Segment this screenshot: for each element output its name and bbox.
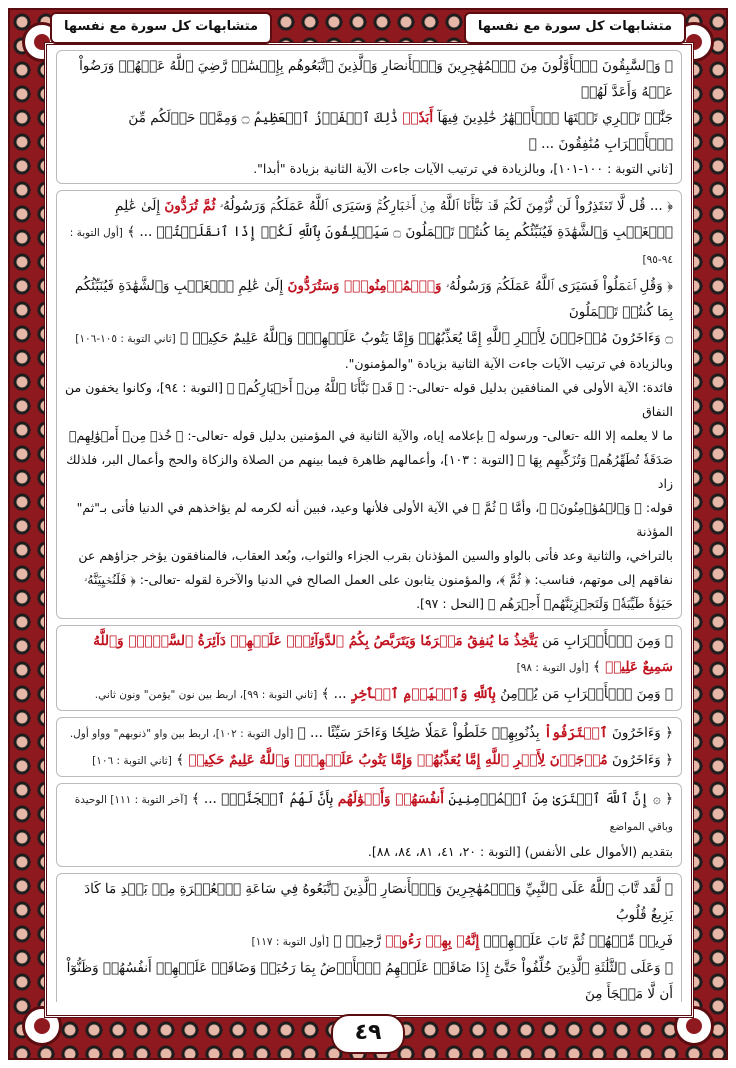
commentary-line: [65, 568, 673, 592]
commentary-line: [65, 496, 673, 544]
verse-line: [65, 786, 673, 840]
line-text: صَدَقَةٗ تُطَهِّرُهُمۡ وَتُزَكِّيهِم بِهَا ﴾ [التوبة : ١٠٣]، وأعمالهم ظاهرة فيما بينهم من الصلاة والزكاة والحج وأعمال البر، فلذلك زاد: [66, 452, 673, 491]
line-text-continued: ﴾: [176, 752, 185, 768]
line-text: ﴿ وَمِنَ ٱلۡأَعۡرَابِ مَن يُؤۡمِنُ: [500, 686, 673, 702]
verse-reference: [ثاني التوبة : ١٠٥-١٠٦]: [75, 333, 176, 345]
line-text: [ثاني التوبة : ١٠٠-١٠١]، وبالزيادة في ترتيب الآيات جاءت الآية الثانية بزيادة "أبدا".: [253, 161, 673, 176]
verse-line: [65, 681, 673, 708]
line-text-continued: بِذُنُوبِهِمۡ خَلَطُواْ عَمَلٗا صَٰلِحٗا وَءَاخَرَ سَيِّئًا ... ﴾: [297, 725, 540, 741]
line-text: ﴿ وَءَاخَرُونَ: [611, 725, 673, 741]
highlighted-phrase: أَنفُسَهُمۡ وَأَمۡوَٰلَهُم: [337, 791, 445, 807]
line-text: ۝ وَءَاخَرُونَ مُرۡجَوۡنَ لِأَمۡرِ ٱللَّهِ إِمَّا يُعَذِّبُهُمۡ وَإِمَّا يَتُوبُ عَلَيۡهِمۡۗ وَٱللَّهُ عَلِيمٌ حَكِيمٞ ﴾: [180, 330, 673, 346]
line-text: ﴿ وَءَاخَرُونَ: [611, 752, 673, 768]
verse-reference: [أول التوبة : ٩٨]: [516, 662, 589, 674]
line-text: جَنَّٰتٖ تَجۡرِي تَحۡتَهَا ٱلۡأَنۡهَٰرُ خَٰلِدِينَ فِيهَآ: [437, 110, 673, 126]
header-title-left: متشابهات كل سورة مع نفسها: [50, 12, 272, 44]
verse-line: [65, 273, 673, 325]
page-number: ٤٩: [331, 1014, 405, 1054]
line-text-continued: بِأَنَّ لَهُمُ ٱلۡجَنَّةَۚ ... ﴾: [191, 791, 334, 807]
highlighted-phrase: ثُمَّ تُرَدُّونَ: [164, 198, 216, 214]
commentary-line: [65, 448, 673, 496]
line-text: حَيَوٰةٗ طَيِّبَةٗۖ وَلَنَجۡزِيَنَّهُمۡ أَجۡرَهُم ﴾ [النحل : ٩٧].: [416, 596, 673, 611]
commentary-line: [65, 157, 673, 181]
commentary-line: [65, 376, 673, 424]
commentary-line: [65, 840, 673, 864]
verse-line: [65, 876, 673, 928]
line-text: ٱلۡغَيۡبِ وَٱلشَّهَٰدَةِ فَيُنَبِّئُكُم بِمَا كُنتُمۡ تَعۡمَلُونَ ۝ سَيَحۡلِفُونَ بِٱللَّهِ لَكُمۡ إِذَا ٱنقَلَبۡتُمۡ ... ﴾: [127, 224, 673, 240]
section-6: [56, 873, 682, 1002]
line-text: ﴿ لَّقَد تَّابَ ٱللَّهُ عَلَى ٱلنَّبِيِّ وَٱلۡمُهَٰجِرِينَ وَٱلۡأَنصَارِ ٱلَّذِينَ ٱتَّبَعُوهُ فِي سَاعَةِ ٱلۡعُسۡرَةِ مِنۢ بَعۡدِ مَا كَادَ يَزِيغُ قُلُوبُ: [84, 881, 673, 923]
line-text: ﴿ وَعَلَى ٱلثَّلَٰثَةِ ٱلَّذِينَ خُلِّفُواْ حَتَّىٰٓ إِذَا ضَاقَتۡ عَلَيۡهِمُ ٱلۡأَرۡضُ بِمَا رَحُبَتۡ وَضَاقَتۡ عَلَيۡهِمۡ أَنفُسُهُمۡ وَظَنُّوٓاْ أَن لَّا مَلۡجَأَ مِنَ: [66, 960, 673, 1002]
verse-line: [65, 105, 673, 157]
line-text: فائدة: الآية الأولى في المنافقين بدليل قوله -تعالى-: ﴿ قَدۡ نَبَّأَنَا ٱللَّهُ مِنۡ أَخۡبَارِكُمۡ ﴾ [التوبة : ٩٤]، وكانوا يخفون من النفاق: [65, 380, 673, 419]
line-text-continued: إِلَىٰ عَٰلِمِ: [115, 198, 161, 214]
header-title-right: متشابهات كل سورة مع نفسها: [464, 12, 686, 44]
verse-line: [65, 193, 673, 219]
line-text: ﴿ ... قُل لَّا تَعۡتَذِرُواْ لَن نُّؤۡمِنَ لَكُمۡ قَدۡ نَبَّأَنَا ٱللَّهُ مِنۡ أَخۡبَارِكُمۡۚ وَسَيَرَى ٱللَّهُ عَمَلَكُمۡ وَرَسُولُهُۥ: [219, 198, 673, 214]
verse-reference: [آخر التوبة : ١١١] الوحيدة وباقي المواضع: [74, 794, 673, 833]
verse-reference: [أول التوبة : ١١٧]: [251, 936, 330, 948]
line-text: فَرِيقٖ مِّنۡهُمۡ ثُمَّ تَابَ عَلَيۡهِمۡۚ: [483, 933, 673, 949]
highlighted-phrase: وَٱلۡمُؤۡمِنُونَۖ وَسَتُرَدُّونَ: [287, 278, 442, 294]
highlighted-phrase: بِٱللَّهِ وَٱلۡيَوۡمِ ٱلۡأٓخِرِ: [350, 686, 496, 702]
highlighted-phrase: ٱعۡتَرَفُواْ: [543, 725, 608, 741]
section-1: [56, 50, 682, 184]
section-2: [56, 190, 682, 619]
verse-line: [65, 928, 673, 955]
verse-reference: [ثاني التوبة : ٩٩]، اربط بين نون "يؤمن" ونون ثاني.: [94, 689, 318, 701]
verse-line: [65, 53, 673, 105]
verse-line: [65, 628, 673, 681]
line-text-continued: ﴾: [592, 659, 601, 675]
verse-line: [65, 219, 673, 273]
verse-reference: [أول التوبة : ١٠٢]، اربط بين واو "ذنوبهم" وواو أول.: [69, 728, 294, 740]
line-text-continued: إِلَىٰ عَٰلِمِ ٱلۡغَيۡبِ وَٱلشَّهَٰدَةِ فَيُنَبِّئُكُم بِمَا كُنتُمۡ تَعۡمَلُونَ: [74, 278, 673, 320]
line-text: ﴿ وَٱلسَّٰبِقُونَ ٱلۡأَوَّلُونَ مِنَ ٱلۡمُهَٰجِرِينَ وَٱلۡأَنصَارِ وَٱلَّذِينَ ٱتَّبَعُوهُم بِإِحۡسَٰنٖ رَّضِيَ ٱللَّهُ عَنۡهُمۡ وَرَضُواْ عَنۡهُ وَأَعَدَّ لَهُمۡ: [79, 58, 673, 100]
line-text: ما لا يعلمه إلا الله -تعالى- ورسوله ﷺ بإعلامه إياه، والآية الثانية في المؤمنين بدليل قوله -تعالى-: ﴿ خُذۡ مِنۡ أَمۡوَٰلِهِمۡ: [68, 428, 673, 443]
commentary-line: [65, 544, 673, 568]
verse-line: [65, 747, 673, 774]
verse-line: [65, 955, 673, 1002]
line-text: نفاقهم إلى موتهم، فناسب: ﴿ ثُمَّ ﴾، والمؤمنون يثابون على العمل الصالح في الدنيا والآخرة لقوله -تعالى-: ﴿ فَلَنُحۡيِيَنَّهُۥ: [84, 572, 673, 587]
line-text: ﴿ ۞ إِنَّ ٱللَّهَ ٱشۡتَرَىٰ مِنَ ٱلۡمُؤۡمِنِينَ: [448, 791, 673, 807]
commentary-line: [65, 352, 673, 376]
highlighted-phrase: مُرۡجَوۡنَ لِأَمۡرِ ٱللَّهِ إِمَّا يُعَذِّبُهُمۡ وَإِمَّا يَتُوبُ عَلَيۡهِمۡۗ وَٱللَّهُ عَلِيمٌ حَكِيمٞ: [188, 752, 608, 768]
verse-line: [65, 720, 673, 747]
commentary-line: [65, 592, 673, 616]
section-5: [56, 783, 682, 867]
line-text: ﴿ وَمِنَ ٱلۡأَعۡرَابِ مَن: [541, 633, 673, 649]
section-4: [56, 717, 682, 777]
commentary-line: [65, 424, 673, 448]
verse-line: [65, 325, 673, 352]
line-text: بالتراخي، والثانية وعد فأتى بالواو والسين المؤذنان بقرب الجزاء والثواب، وبُعد العقاب، فالمنافقون يؤخر جزاؤهم عن: [78, 548, 673, 563]
highlighted-phrase: أَبَدٗاۚ: [402, 110, 434, 126]
line-text: وبالزيادة في ترتيب الآيات جاءت الآية الثانية بزيادة "والمؤمنون".: [344, 356, 673, 371]
line-text: بتقديم (الأموال على الأنفس) [التوبة : ٢٠، ٤١، ٨١، ٨٤، ٨٨].: [367, 844, 673, 859]
line-text-continued: ... ﴾: [321, 686, 347, 702]
verse-reference: [ثاني التوبة : ١٠٦]: [92, 755, 172, 767]
highlighted-phrase: إِنَّهُۥ بِهِمۡ رَءُوفٞ: [385, 933, 480, 949]
line-text-continued: ذَٰلِكَ ٱلۡفَوۡزُ ٱلۡعَظِيمُ ۝ وَمِمَّنۡ حَوۡلَكُم مِّنَ ٱلۡأَعۡرَابِ مُنَٰفِقُونَ ... ﴾: [128, 110, 673, 152]
section-3: [56, 625, 682, 711]
line-text-continued: رَّحِيمٞ ﴾: [333, 933, 381, 949]
verse-reference: [أول التوبة : ٩٤-٩٥]: [69, 227, 673, 266]
line-text: قوله: ﴿ وَٱلۡمُؤۡمِنُونَۖ ﴾، وأمَّا ﴿ ثُمَّ ﴾ في الآية الأولى فلأنها وعيد، فبين أنه لكرمه لم يؤاخذهم في الدنيا فأتى بـ"ثم" المؤذنة: [76, 500, 673, 539]
highlighted-phrase: يَتَّخِذُ مَا يُنفِقُ مَغۡرَمٗا وَيَتَرَبَّصُ بِكُمُ ٱلدَّوَآئِرَۚ عَلَيۡهِمۡ دَآئِرَةُ ٱلسَّوۡءِۗ وَٱللَّهُ سَمِيعٌ عَلِيمٞ: [93, 633, 673, 675]
line-text: ﴿ وَقُلِ ٱعۡمَلُواْ فَسَيَرَى ٱللَّهُ عَمَلَكُمۡ وَرَسُولُهُۥ: [445, 278, 673, 294]
main-content: [56, 50, 682, 1002]
